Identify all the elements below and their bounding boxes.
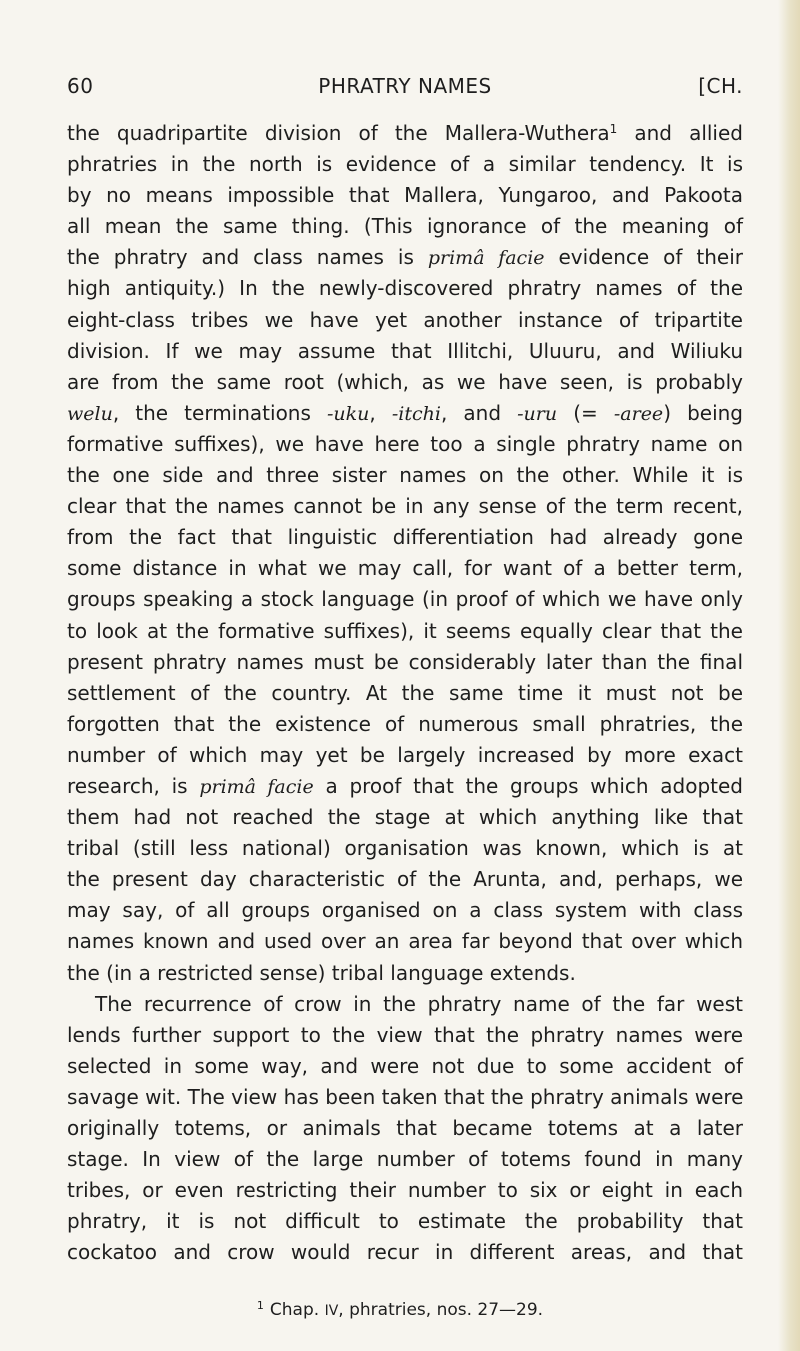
text-line: savage wit. The view has been taken that the phratry animals were xyxy=(67,1084,744,1109)
footnote-text-rest: , phratries, nos. 27—29. xyxy=(338,1300,544,1320)
text-line: from the fact that linguistic differentiation had already gone xyxy=(67,525,743,550)
text-run: and allied xyxy=(617,121,743,145)
text-line: selected in some way, and were not due to some accident of xyxy=(67,1053,743,1078)
italic-suffix: -itchi xyxy=(391,402,441,425)
text-line: number of which may yet be largely increased by more exact xyxy=(67,742,743,767)
text-line: phratries in the north is evidence of a similar tendency. It is xyxy=(67,152,743,177)
text-line: to look at the formative suffixes), it seems equally clear that the xyxy=(67,618,743,643)
page-edge-shadow xyxy=(778,0,800,1351)
text-line: present phratry names must be considerably later than the final xyxy=(67,649,743,674)
text-line xyxy=(67,118,743,149)
paragraph-1 xyxy=(67,118,743,989)
text-run: , the terminations xyxy=(112,400,327,425)
running-title: PHRATRY NAMES xyxy=(318,74,492,98)
body-text xyxy=(67,118,743,1268)
text-line: lends further support to the view that the phratry names were xyxy=(67,1022,743,1047)
text-run: research, is xyxy=(67,773,200,798)
text-line: cockatoo and crow would recur in different areas, and that xyxy=(67,1240,743,1265)
text-line: all mean the same thing. (This ignorance of the meaning of xyxy=(67,214,743,239)
text-run: a proof that the groups which adopted xyxy=(313,773,744,798)
text-line: settlement of the country. At the same time it must not be xyxy=(67,680,743,705)
text-line xyxy=(67,398,743,429)
text-line: formative suffixes), we have here too a single phratry name on xyxy=(67,431,743,456)
text-line: division. If we may assume that Illitchi, Uluuru, and Wiliuku xyxy=(67,338,743,363)
text-line: by no means impossible that Mallera, Yungaroo, and Pakoota xyxy=(67,183,743,208)
text-run: the quadripartite division of the Mallera-Wuthera xyxy=(67,121,610,145)
italic-phrase: primâ facie xyxy=(199,775,314,798)
italic-phrase: primâ facie xyxy=(427,247,545,270)
text-run: (= xyxy=(557,400,614,425)
text-line: groups speaking a stock language (in proof of which we have only xyxy=(67,587,743,612)
italic-suffix: -uku xyxy=(327,402,370,425)
text-line xyxy=(67,242,743,273)
footnote-reference[interactable]: 1 xyxy=(609,122,618,136)
text-run: the phratry and class names is xyxy=(67,245,428,270)
text-line: names known and used over an area far beyond that over which xyxy=(67,929,743,954)
text-run: , and xyxy=(440,400,518,425)
page-number: 60 xyxy=(67,74,94,98)
text-line: forgotten that the existence of numerous small phratries, the xyxy=(67,711,743,736)
italic-suffix: -uru xyxy=(517,402,558,425)
footnote-marker: 1 xyxy=(256,1299,264,1312)
text-line: tribal (still less national) organisation was known, which is at xyxy=(67,836,743,861)
text-run: evidence of their xyxy=(544,245,744,270)
text-line: The recurrence of crow in the phratry name of the far west xyxy=(95,991,743,1016)
text-line: the one side and three sister names on the other. While it is xyxy=(67,463,743,488)
text-line xyxy=(67,771,743,802)
text-line: some distance in what we may call, for want of a better term, xyxy=(67,556,743,581)
text-run: ) being xyxy=(663,400,744,425)
text-line: the present day characteristic of the Arunta, and, perhaps, we xyxy=(67,867,743,892)
text-line: eight-class tribes we have yet another instance of tripartite xyxy=(67,307,743,332)
paragraph-2 xyxy=(67,989,743,1269)
text-line: phratry, it is not difficult to estimate the probability that xyxy=(67,1209,743,1234)
footnote xyxy=(0,1299,800,1320)
text-line: the (in a restricted sense) tribal language extends. xyxy=(67,960,576,985)
text-line: may say, of all groups organised on a class system with class xyxy=(67,898,743,923)
text-line: stage. In view of the large number of totems found in many xyxy=(67,1147,743,1172)
running-header xyxy=(67,74,743,104)
italic-word: welu xyxy=(67,402,113,425)
text-run: , xyxy=(369,400,392,425)
text-line: clear that the names cannot be in any sense of the term recent, xyxy=(67,494,743,519)
text-line: high antiquity.) In the newly-discovered phratry names of the xyxy=(67,276,743,301)
italic-suffix: -aree xyxy=(613,402,664,425)
footnote-text: Chap. xyxy=(269,1300,325,1320)
text-line: originally totems, or animals that became totems at a later xyxy=(67,1116,743,1140)
text-line: them had not reached the stage at which anything like that xyxy=(67,805,743,830)
text-line: tribes, or even restricting their number to six or eight in each xyxy=(67,1178,743,1203)
chapter-mark: [CH. xyxy=(698,74,743,98)
footnote-chapter: IV xyxy=(324,1303,339,1319)
text-line: are from the same root (which, as we have seen, is probably xyxy=(67,369,743,394)
